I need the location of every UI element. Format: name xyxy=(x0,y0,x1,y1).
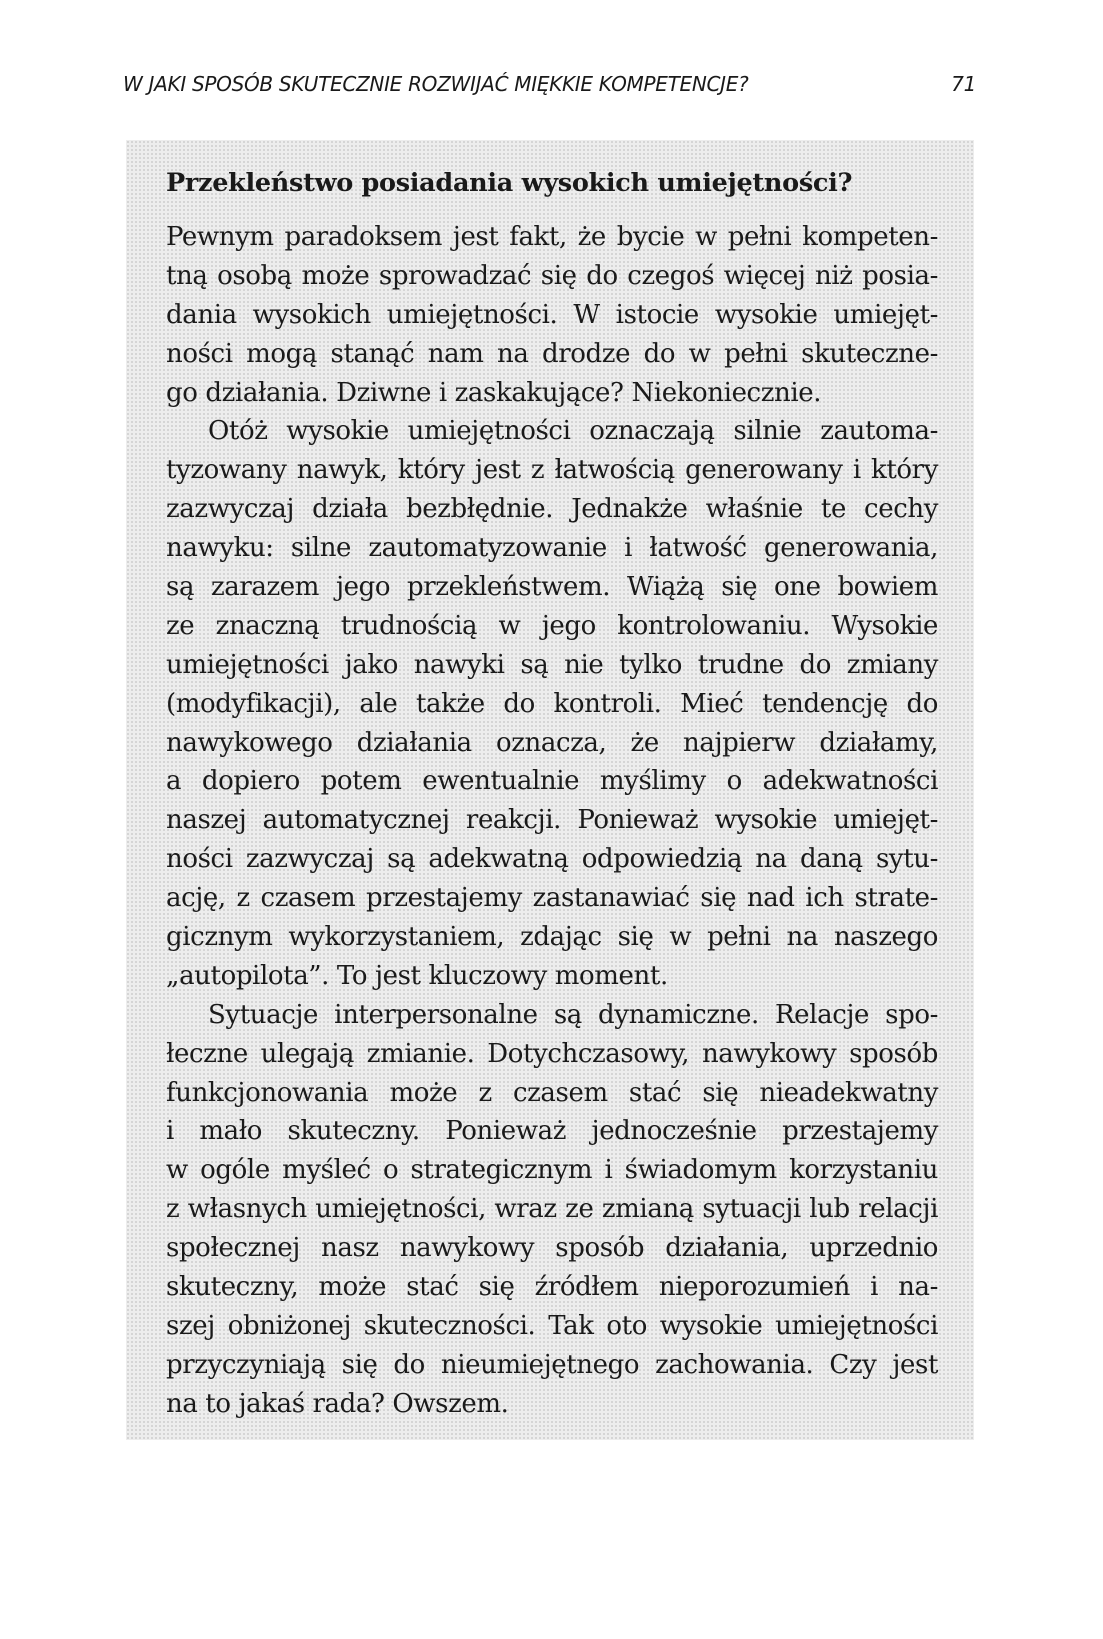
text-line: i mało skuteczny. Ponieważ jednocześnie przestajemy xyxy=(166,1116,938,1147)
box-title: Przekleństwo posiadania wysokich umiejętności? xyxy=(166,168,853,198)
text-line: umiejętności jako nawyki są nie tylko trudne do zmiany xyxy=(166,649,938,680)
text-line: naszej automatycznej reakcji. Ponieważ wysokie umiejęt- xyxy=(166,805,938,836)
text-line: a dopiero potem ewentualnie myślimy o adekwatności xyxy=(166,766,938,797)
text-line: ze znaczną trudnością w jego kontrolowaniu. Wysokie xyxy=(166,610,938,641)
running-title: W JAKI SPOSÓB SKUTECZNIE ROZWIJAĆ MIĘKKIE KOMPETENCJE? xyxy=(123,72,749,96)
text-line: zazwyczaj działa bezbłędnie. Jednakże właśnie te cechy xyxy=(166,494,938,525)
text-line: gicznym wykorzystaniem, zdając się w pełni na naszego xyxy=(166,922,938,953)
text-line: Pewnym paradoksem jest fakt, że bycie w pełni kompeten- xyxy=(166,222,938,252)
text-line: w ogóle myśleć o strategicznym i świadomym korzystaniu xyxy=(166,1155,938,1186)
text-line: z własnych umiejętności, wraz ze zmianą sytuacji lub relacji xyxy=(166,1194,938,1225)
text-line: dania wysokich umiejętności. W istocie wysokie umiejęt- xyxy=(166,299,938,330)
text-line: „autopilota”. To jest kluczowy moment. xyxy=(166,960,668,991)
text-line: funkcjonowania może z czasem stać się nieadekwatny xyxy=(166,1077,938,1108)
text-line: łeczne ulegają zmianie. Dotychczasowy, nawykowy sposób xyxy=(166,1038,938,1069)
text-line: Sytuacje interpersonalne są dynamiczne. Relacje spo- xyxy=(208,999,938,1030)
text-line: nawyku: silne zautomatyzowanie i łatwość generowania, xyxy=(166,533,938,564)
text-line: ności zazwyczaj są adekwatną odpowiedzią na daną sytu- xyxy=(166,844,938,875)
text-line: nawykowego działania oznacza, że najpierw działamy, xyxy=(166,727,938,758)
text-line: ności mogą stanąć nam na drodze do w pełni skuteczne- xyxy=(166,338,938,369)
text-line: skuteczny, może stać się źródłem nieporozumień i na- xyxy=(166,1272,938,1303)
text-line: tną osobą może sprowadzać się do czegoś więcej niż posia- xyxy=(166,260,938,291)
text-line: przyczyniają się do nieumiejętnego zachowania. Czy jest xyxy=(166,1349,938,1380)
text-line: ację, z czasem przestajemy zastanawiać się nad ich strate- xyxy=(166,883,938,914)
text-line: są zarazem jego przekleństwem. Wiążą się one bowiem xyxy=(166,572,938,603)
text-line: (modyfikacji), ale także do kontroli. Mieć tendencję do xyxy=(166,688,938,719)
text-line: na to jakaś rada? Owszem. xyxy=(166,1388,509,1419)
shaded-sidebar-box xyxy=(126,140,974,1440)
text-line: tyzowany nawyk, który jest z łatwością generowany i który xyxy=(166,455,938,486)
running-header xyxy=(123,72,976,102)
page-number: 71 xyxy=(951,72,976,96)
text-line: go działania. Dziwne i zaskakujące? Niekoniecznie. xyxy=(166,377,822,408)
box-body-text xyxy=(166,218,938,1424)
text-line: społecznej nasz nawykowy sposób działania, uprzednio xyxy=(166,1233,938,1264)
text-line: Otóż wysokie umiejętności oznaczają silnie zautoma- xyxy=(208,416,938,447)
text-line: szej obniżonej skuteczności. Tak oto wysokie umiejętności xyxy=(166,1310,938,1341)
